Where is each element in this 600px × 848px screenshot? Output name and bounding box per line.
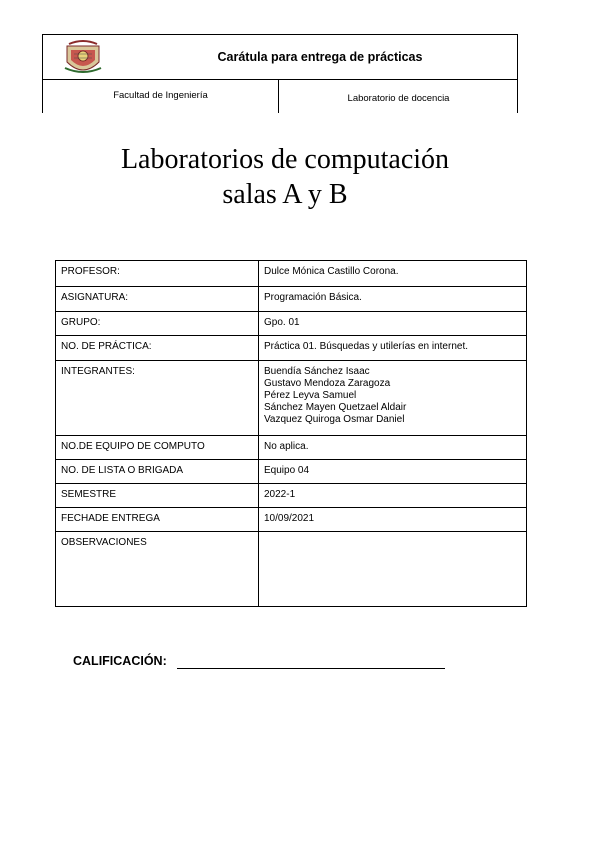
table-row-semestre <box>56 484 527 508</box>
page-title <box>0 142 570 212</box>
value-profesor: Dulce Mónica Castillo Corona. <box>259 261 527 287</box>
label-lista-brigada: NO. DE LISTA O BRIGADA <box>56 460 259 484</box>
header-bottom <box>43 80 517 113</box>
table-row-grupo <box>56 312 527 336</box>
practice-info-table <box>55 260 527 607</box>
integrante-5: Vazquez Quiroga Osmar Daniel <box>264 414 405 425</box>
table-row-profesor <box>56 261 527 287</box>
value-equipo-computo: No aplica. <box>259 436 527 460</box>
table-row-practica <box>56 336 527 361</box>
unam-engineering-crest-icon <box>61 38 105 78</box>
label-asignatura: ASIGNATURA: <box>56 287 259 312</box>
label-semestre: SEMESTRE <box>56 484 259 508</box>
table-row-fecha-entrega <box>56 508 527 532</box>
page-title-line-2: salas A y B <box>222 179 348 210</box>
value-observaciones <box>259 532 527 607</box>
header-top <box>43 35 517 80</box>
integrante-2: Gustavo Mendoza Zaragoza <box>264 378 391 389</box>
integrante-4: Sánchez Mayen Quetzael Aldair <box>264 402 407 413</box>
label-profesor: PROFESOR: <box>56 261 259 287</box>
value-asignatura: Programación Básica. <box>259 287 527 312</box>
value-practica: Práctica 01. Búsquedas y utilerías en internet. <box>259 336 527 361</box>
label-observaciones: OBSERVACIONES <box>56 532 259 607</box>
label-practica: NO. DE PRÁCTICA: <box>56 336 259 361</box>
value-semestre: 2022-1 <box>259 484 527 508</box>
label-grupo: GRUPO: <box>56 312 259 336</box>
value-integrantes <box>259 361 527 436</box>
header-title: Carátula para entrega de prácticas <box>217 50 423 64</box>
integrante-3: Pérez Leyva Samuel <box>264 390 357 401</box>
table-row-equipo-computo <box>56 436 527 460</box>
table-row-integrantes <box>56 361 527 436</box>
calificacion-blank-line <box>177 668 445 669</box>
laboratory-label: Laboratorio de docencia <box>347 93 450 104</box>
table-row-observaciones <box>56 532 527 607</box>
faculty-label: Facultad de Ingeniería <box>43 80 279 113</box>
integrante-1: Buendía Sánchez Isaac <box>264 366 370 377</box>
label-integrantes: INTEGRANTES: <box>56 361 259 436</box>
page-title-line-1: Laboratorios de computación <box>120 144 450 175</box>
table-row-lista-brigada <box>56 460 527 484</box>
value-lista-brigada: Equipo 04 <box>259 460 527 484</box>
table-row-asignatura <box>56 287 527 312</box>
header-box <box>42 34 518 113</box>
value-fecha-entrega: 10/09/2021 <box>259 508 527 532</box>
value-grupo: Gpo. 01 <box>259 312 527 336</box>
label-equipo-computo: NO.DE EQUIPO DE COMPUTO <box>56 436 259 460</box>
label-fecha-entrega: FECHADE ENTREGA <box>56 508 259 532</box>
calificacion-label: CALIFICACIÓN: <box>73 654 167 668</box>
